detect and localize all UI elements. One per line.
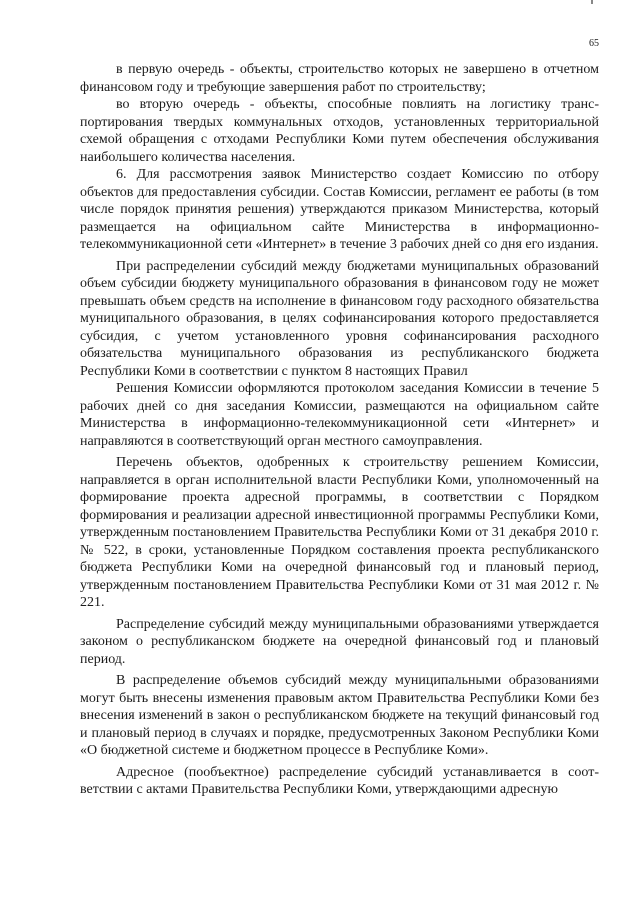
paragraph-budget-law: Распределение субсидий между муниципальными образованиями утверждается законом о республиканском бюджете на очередной финансовый год и плановый период. [80, 616, 599, 667]
page-number: 65 [589, 38, 599, 49]
paragraph-subsidy-distribution: При распределении субсидий между бюджетами муниципальных образований объем субсидии бюджету муниципального образования в финансовом году не может превышать объем средств на исполнение в финансовом году расходного обязательства муниципального образования, в целях софинансирования которого предоставляется субсидия, с учетом установленного уровня софинансирования расходного обязательства муниципального образования из республиканского бюджета Республики Коми в соответствии с пунктом 8 настоящих Правил [80, 258, 599, 379]
paragraph-commission-decisions: Решения Комиссии оформляются протоколом заседания Комиссии в течение 5 рабочих дней со дня заседания Комиссии, размещаются на официальном сайте Министерства в информационно-телекоммуникационной сети «Интернет» и направляются в соответствующий орган местного самоуправления. [80, 381, 599, 449]
document-body [80, 61, 599, 799]
paragraph-second-priority: во вторую очередь - объекты, способные повлиять на логистику транспортирования твердых коммунальных отходов, установленных территориальной схемой обращения с отходами Республики Коми путем обеспечения обслуживания наибольшего количества населения. [80, 97, 599, 165]
paragraph-address-distribution: Адресное (пообъектное) распределение субсидий устанавливается в соответствии с актами Правительства Республики Коми, утверждающими адресную [80, 764, 599, 797]
paragraph-commission: 6. Для рассмотрения заявок Министерство создает Комиссию по отбору объектов для предоставления субсидии. Состав Комиссии, регламент ее работы (в том числе порядок принятия решения) утверждаются приказом Министерства, который размещается на официальном сайте Министерства в информационно-телекоммуникационной сети «Интернет» в течение 3 рабочих дней со дня его издания. [80, 167, 599, 252]
scan-mark [591, 0, 593, 4]
paragraph-first-priority: в первую очередь - объекты, строительство которых не завершено в отчетном финансовом году и требующие завершения работ по строительству; [80, 62, 599, 95]
paragraph-amendments: В распределение объемов субсидий между муниципальными образованиями могут быть внесены изменения правовым актом Правительства Республики Коми без внесения изменений в закон о республиканском бюджете на текущий финансовый год и плановый период в случаях и порядке, предусмотренных Законом Республики Коми «О бюджетной системе и бюджетном процессе в Республике Коми». [80, 673, 599, 758]
paragraph-objects-list: Перечень объектов, одобренных к строительству решением Комиссии, направляется в орган исполнительной власти Республики Коми, уполномоченный на формирование проекта адресной программы, в соответствии с Порядком формирования и реализации адресной инвестиционной программы Республики Коми, утвержденным постановлением Правительства Республики Коми от 31 декабря 2010 г. № 522, в сроки, установленные Порядком составления проекта республиканского бюджета Республики Коми на очередной финансовый год и плановый период, утвержденным постановлением Правительства Республики Коми от 31 мая 2012 г. № 221. [80, 455, 599, 610]
